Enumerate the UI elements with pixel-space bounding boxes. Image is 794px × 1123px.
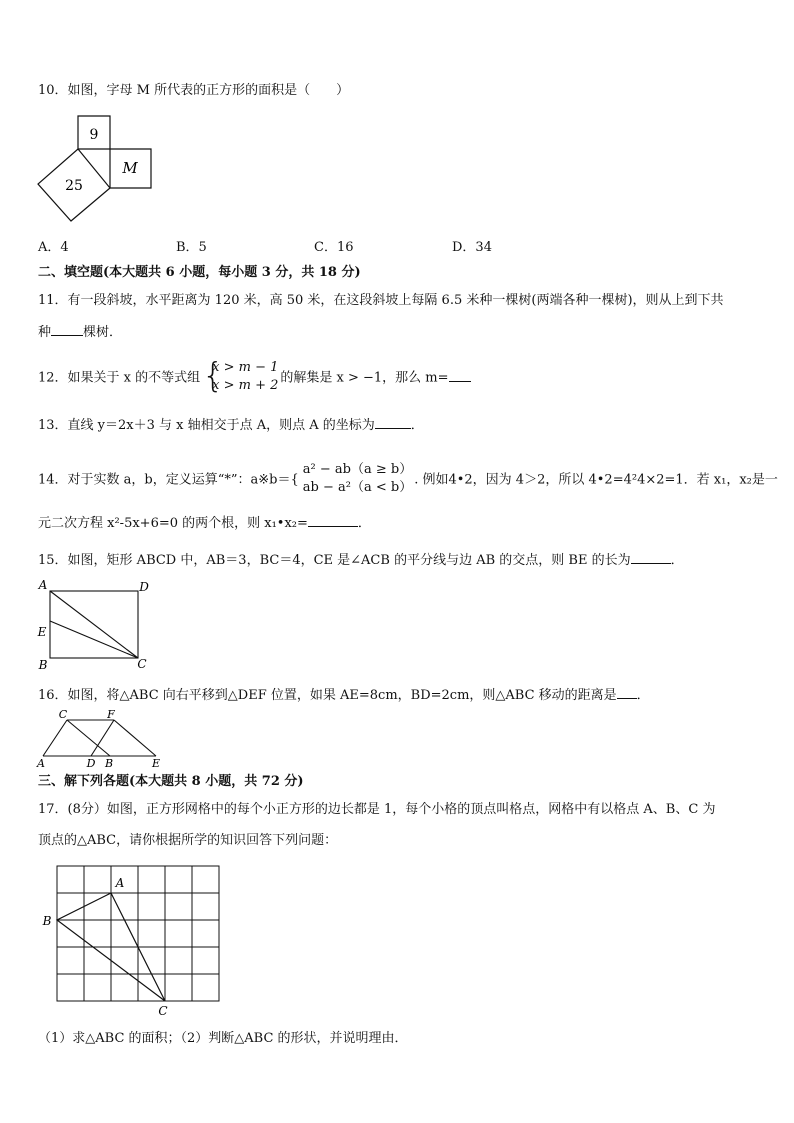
answer-blank	[308, 514, 358, 527]
triangle-abc-ac	[43, 720, 67, 756]
label-d: D	[86, 757, 96, 770]
section3-title: 三、解下列各题(本大题共 8 小题，共 72 分)	[38, 774, 304, 789]
q14-line2	[38, 514, 764, 533]
option-a: A．4	[38, 240, 69, 255]
answer-blank	[631, 551, 671, 564]
answer-blank	[617, 686, 637, 699]
q14-line2-end: ．	[357, 516, 371, 531]
answer-blank	[51, 323, 83, 336]
q12-row1: x > m − 1	[212, 360, 279, 375]
q15-end: ．	[670, 553, 684, 568]
label-b: B	[42, 914, 52, 928]
label-9: 9	[89, 127, 99, 143]
label-d: D	[139, 580, 149, 594]
answer-blank	[375, 416, 411, 429]
label-c: C	[137, 657, 147, 671]
diagonal-ac	[50, 591, 138, 658]
q11-line2a: 种	[38, 325, 52, 340]
q17-question: （1）求△ABC 的面积；（2）判断△ABC 的形状，并说明理由．	[38, 1031, 408, 1046]
q11-line1: 11．有一段斜坡，水平距离为 120 米，高 50 米，在这段斜坡上每隔 6.5 米种一棵树(两端各种一棵树)，则从上到下共	[38, 293, 724, 308]
q13-end: ．	[410, 418, 424, 433]
q16	[38, 686, 764, 705]
label-f: F	[107, 708, 115, 721]
q17-grid-figure	[36, 860, 226, 1020]
q17-line2: 顶点的△ABC，请你根据所学的知识回答下列问题：	[38, 833, 338, 848]
q14-row1: a² − ab（a ≥ b）	[302, 462, 413, 477]
q14-post: . 例如4•2，因为 4＞2，所以 4•2=4²4×2=1．若 x₁，x₂是一	[414, 472, 778, 488]
q17-line1: 17．(8分）如图，正方形网格中的每个小正方形的边长都是 1，每个小格的顶点叫格点，网格中有以格点 A、B、C 为	[38, 802, 716, 817]
answer-blank	[449, 369, 471, 382]
option-c: C．16	[314, 240, 354, 255]
q14-row2: ab − a²（a < b）	[302, 480, 413, 495]
q13-text: 13．直线 y＝2x＋3 与 x 轴相交于点 A，则点 A 的坐标为	[38, 418, 375, 433]
triangle-abc-cb	[67, 720, 110, 756]
label-25: 25	[65, 178, 83, 194]
triangle-def-df	[91, 720, 114, 756]
label-b: B	[38, 658, 48, 672]
q12-row2: x > m + 2	[212, 378, 279, 393]
q14-line2-text: 元二次方程 x²-5x+6=0 的两个根，则 x₁•x₂=	[38, 516, 308, 531]
label-e: E	[151, 757, 161, 770]
q11-line2b: 棵树．	[83, 325, 123, 340]
label-a: A	[38, 578, 48, 592]
q12-post: 的解集是 x > −1，那么 m=	[280, 370, 449, 386]
section2-title: 二、填空题(本大题共 6 小题，每小题 3 分，共 18 分)	[38, 265, 361, 280]
q14-system	[301, 461, 412, 497]
label-c: C	[58, 708, 68, 721]
q14	[38, 462, 778, 498]
bisector-ce	[50, 621, 138, 658]
q12	[38, 356, 764, 396]
brace-icon: {	[202, 356, 224, 396]
q15	[38, 551, 764, 570]
q13	[38, 416, 764, 435]
q16-end: ．	[636, 688, 650, 703]
label-a: A	[37, 757, 45, 770]
q15-figure	[34, 578, 160, 673]
triangle-def-fe	[114, 720, 156, 756]
option-d: D．34	[452, 240, 492, 255]
q10-figure	[36, 112, 156, 228]
label-e: E	[37, 625, 47, 639]
label-m: M	[122, 159, 138, 177]
label-c: C	[158, 1004, 168, 1018]
q16-figure	[34, 708, 174, 770]
label-b: B	[104, 757, 114, 770]
q10-stem: 10．如图，字母 M 所代表的正方形的面积是（ ）	[38, 83, 350, 98]
q14-pre: 14．对于实数 a，b，定义运算“*”：a※b＝{	[38, 472, 299, 488]
q15-text: 15．如图，矩形 ABCD 中，AB＝3，BC＝4，CE 是∠ACB 的平分线与边 AB 的交点，则 BE 的长为	[38, 553, 631, 568]
q12-pre: 12．如果关于 x 的不等式组	[38, 370, 201, 386]
label-a: A	[115, 876, 125, 890]
q16-text: 16．如图，将△ABC 向右平移到△DEF 位置，如果 AE=8cm，BD=2cm，则△ABC 移动的距离是	[38, 688, 617, 703]
q11-line2	[38, 323, 764, 342]
q12-system	[202, 356, 279, 396]
option-b: B．5	[176, 240, 207, 255]
